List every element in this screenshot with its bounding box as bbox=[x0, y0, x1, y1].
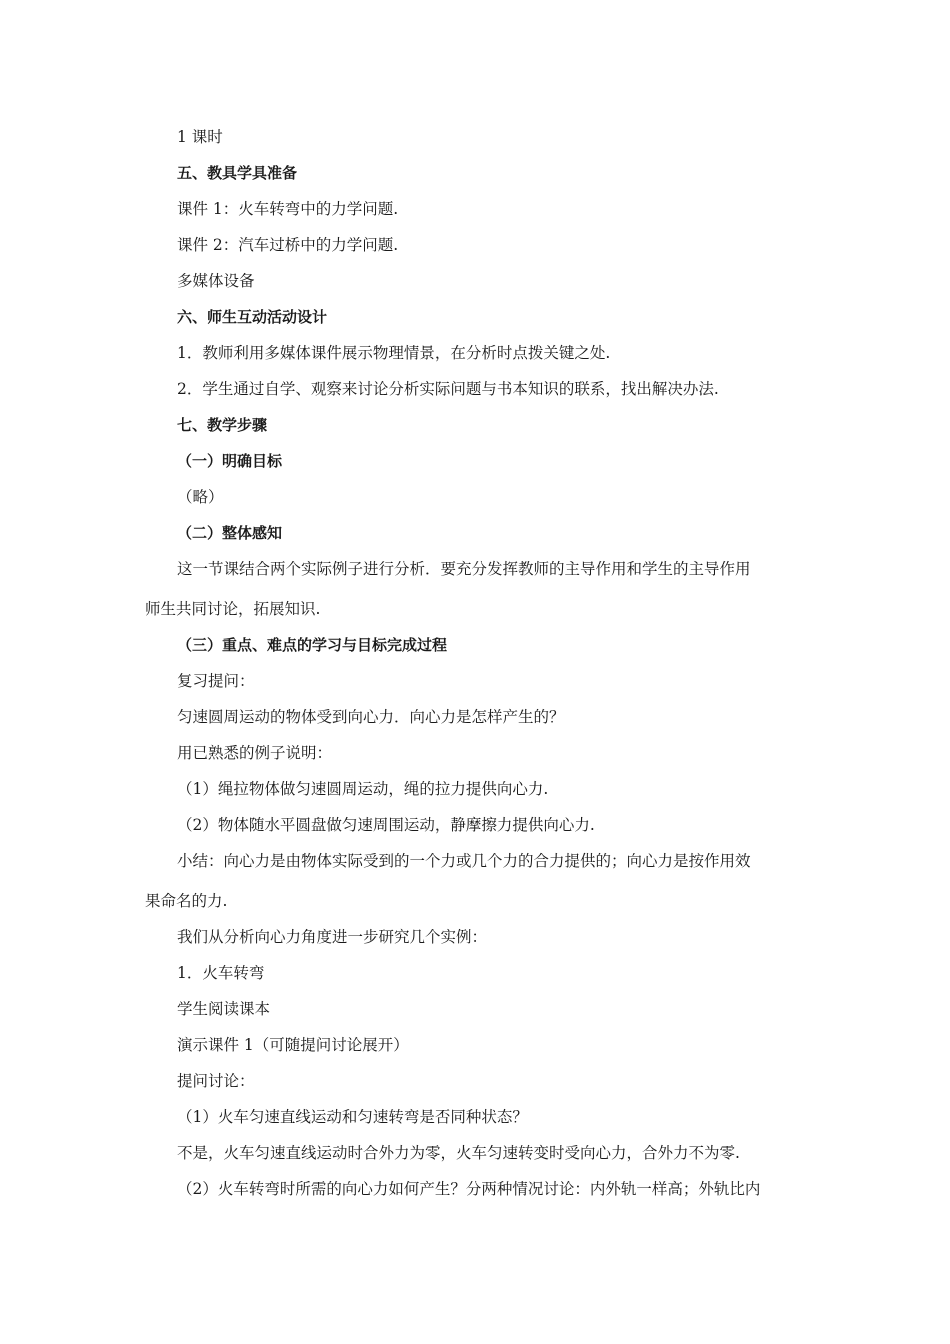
interaction-item-2: 2．学生通过自学、观察来讨论分析实际问题与书本知识的联系，找出解决办法. bbox=[177, 380, 719, 398]
courseware-1-text: 课件 1：火车转弯中的力学问题. bbox=[177, 200, 399, 218]
overview-paragraph-line-2: 师生共同讨论，拓展知识. bbox=[145, 600, 321, 618]
multimedia-equipment-text: 多媒体设备 bbox=[177, 272, 255, 290]
example-item-1: （1）绳拉物体做匀速圆周运动，绳的拉力提供向心力. bbox=[177, 780, 549, 798]
class-hours-text: 1 课时 bbox=[177, 128, 223, 146]
subheading-goals: （一）明确目标 bbox=[177, 452, 283, 470]
subheading-overview: （二）整体感知 bbox=[177, 524, 283, 542]
interaction-item-1: 1．教师利用多媒体课件展示物理情景，在分析时点拨关键之处. bbox=[177, 344, 611, 362]
student-reading-text: 学生阅读课本 bbox=[177, 1000, 271, 1018]
section-heading-teaching-aids: 五、教具学具准备 bbox=[177, 164, 298, 182]
discussion-question-2: （2）火车转弯时所需的向心力如何产生？分两种情况讨论：内外轨一样高；外轨比内 bbox=[177, 1180, 761, 1198]
courseware-2-text: 课件 2：汽车过桥中的力学问题. bbox=[177, 236, 399, 254]
subheading-key-points: （三）重点、难点的学习与目标完成过程 bbox=[177, 636, 448, 654]
section-heading-interaction-design: 六、师生互动活动设计 bbox=[177, 308, 328, 326]
familiar-example-label: 用已熟悉的例子说明： bbox=[177, 744, 333, 762]
review-question-text: 匀速圆周运动的物体受到向心力．向心力是怎样产生的？ bbox=[177, 708, 565, 726]
goals-omitted-text: （略） bbox=[177, 488, 224, 506]
summary-line-2: 果命名的力. bbox=[145, 892, 228, 910]
review-question-label: 复习提问： bbox=[177, 672, 255, 690]
discussion-label: 提问讨论： bbox=[177, 1072, 255, 1090]
demo-courseware-text: 演示课件 1（可随提问讨论展开） bbox=[177, 1036, 409, 1054]
section-heading-teaching-steps: 七、教学步骤 bbox=[177, 416, 268, 434]
train-turning-heading: 1．火车转弯 bbox=[177, 964, 265, 982]
summary-line-1: 小结：向心力是由物体实际受到的一个力或几个力的合力提供的；向心力是按作用效 bbox=[177, 852, 751, 870]
overview-paragraph-line-1: 这一节课结合两个实际例子进行分析．要充分发挥教师的主导作用和学生的主导作用 bbox=[177, 560, 751, 578]
discussion-answer-1: 不是，火车匀速直线运动时合外力为零，火车匀速转变时受向心力，合外力不为零. bbox=[177, 1144, 740, 1162]
further-study-text: 我们从分析向心力角度进一步研究几个实例： bbox=[177, 928, 488, 946]
example-item-2: （2）物体随水平圆盘做匀速周围运动，静摩擦力提供向心力. bbox=[177, 816, 595, 834]
discussion-question-1: （1）火车匀速直线运动和匀速转弯是否同种状态？ bbox=[177, 1108, 528, 1126]
